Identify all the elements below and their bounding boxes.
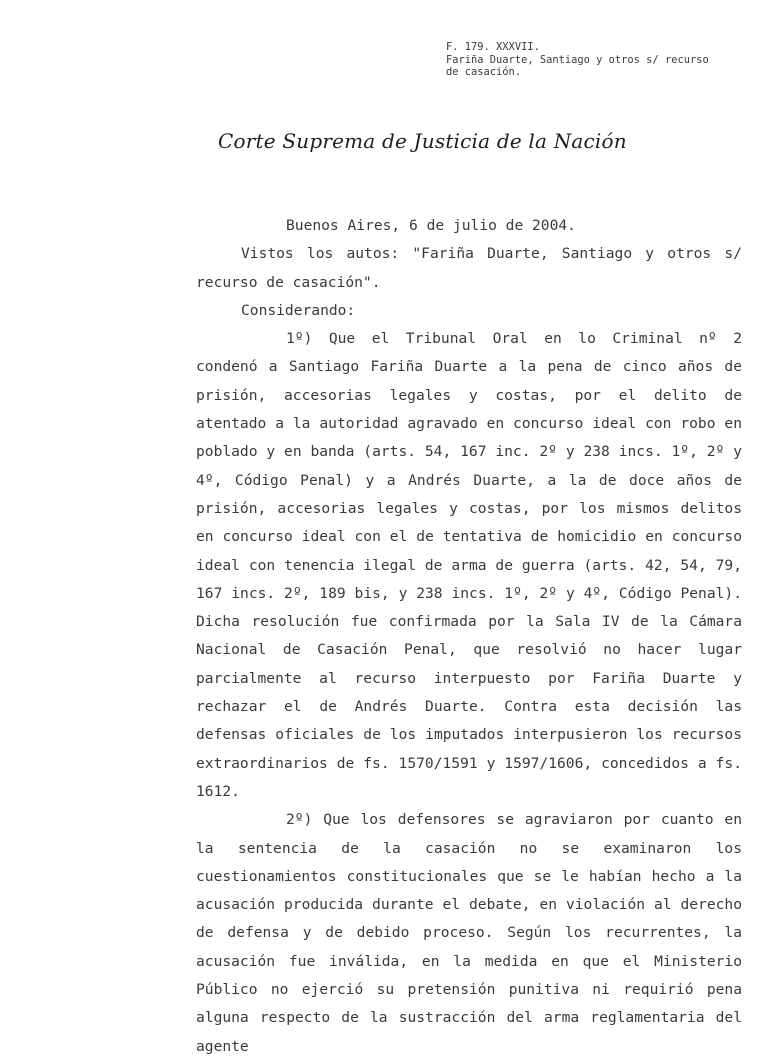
considerando-heading: Considerando: bbox=[241, 301, 356, 319]
case-title-line-2: de casación. bbox=[446, 66, 522, 78]
case-number: F. 179. XXXVII. bbox=[446, 41, 540, 53]
document-body bbox=[196, 212, 742, 1061]
court-title: Corte Suprema de Justicia de la Nación bbox=[218, 129, 627, 153]
paragraph-1: 1º) Que el Tribunal Oral en lo Criminal nº 2 condenó a Santiago Fariña Duarte a la pena de cinco años de prisión, accesorias legales y costas, por el delito de atentado a la autoridad agravado en concurso ideal con robo en poblado y en banda (arts. 54, 167 inc. 2º y 238 incs. 1º, 2º y 4º, Código Penal) y a Andrés Duarte, a la de doce años de prisión, accesorias legales y costas, por los mismos delitos en concurso ideal con el de tentativa de homicidio en concurso ideal con tenencia ilegal de arma de guerra (arts. 42, 54, 79, 167 incs. 2º, 189 bis, y 238 incs. 1º, 2º y 4º, Código Penal). Dicha resolución fue confirmada por la Sala IV de la Cámara Nacional de Casación Penal, que resolvió no hacer lugar parcialmente al recurso interpuesto por Fariña Duarte y rechazar el de Andrés Duarte. Contra esta decisión las defensas oficiales de los imputados interpusieron los recursos extraordinarios de fs. 1570/1591 y 1597/1606, concedidos a fs. 1612. bbox=[196, 330, 742, 800]
vistos-paragraph: Vistos los autos: "Fariña Duarte, Santiago y otros s/ recurso de casación". bbox=[196, 245, 742, 291]
case-header bbox=[446, 41, 756, 79]
date-line: Buenos Aires, 6 de julio de 2004. bbox=[286, 217, 576, 234]
paragraph-2: 2º) Que los defensores se agraviaron por cuanto en la sentencia de la casación no se examinaron los cuestionamientos constitucionales que se le habían hecho a la acusación producida durante el debate, en violación al derecho de defensa y de debido proceso. Según los recurrentes, la acusación fue inválida, en la medida en que el Ministerio Público no ejerció su pretensión punitiva ni requirió pena alguna respecto de la sustracción del arma reglamentaria del agente bbox=[196, 811, 742, 1055]
case-title-line-1: Fariña Duarte, Santiago y otros s/ recurso bbox=[446, 53, 709, 66]
